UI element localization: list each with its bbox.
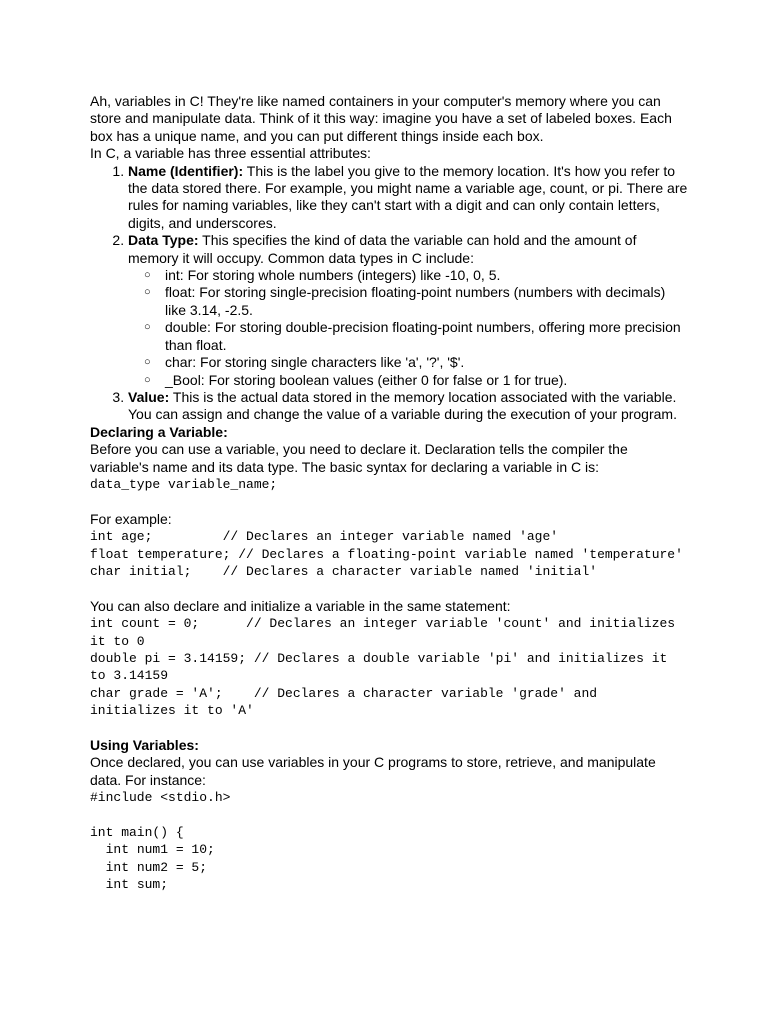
init-label: You can also declare and initialize a variable in the same statement: [90,597,511,614]
data-type-item-bool: ○ _Bool: For storing boolean values (either 0 for false or 1 for true). [165,372,690,389]
attribute-item-value [128,389,690,424]
attribute-term: Data Type: [128,232,199,249]
data-type-item-int: ○ int: For storing whole numbers (integers) like -10, 0, 5. [165,267,690,284]
spacer [90,807,690,824]
spacer [90,720,690,737]
main-code-block: int main() { int num1 = 10; int num2 = 5; int sum; [90,825,215,893]
data-type-item-double: ○ double: For storing double-precision floating-point numbers, offering more precision than float. [165,319,690,354]
data-type-item-char: ○ char: For storing single characters like 'a', '?', '$'. [165,354,690,371]
example-code-block: int age; // Declares an integer variable named 'age' float temperature; // Declares a floating-point variable named 'temperature' char initial; // Declares a character variable named 'initial' [90,529,683,579]
attribute-item-data-type [128,232,690,389]
attribute-term: Value: [128,388,170,405]
data-types-list [128,267,690,389]
using-heading: Using Variables: [90,736,199,753]
attribute-description: This is the label you give to the memory location. It's how you refer to the data stored there. For example, you might name a variable age, count, or pi. There are rules for naming variables, like they can't start with a digit and can only contain letters, digits, and underscores. [128,162,688,231]
attribute-description: This is the actual data stored in the memory location associated with the variable. You can assign and change the value of a variable during the execution of your program. [128,388,677,423]
attributes-list [90,163,690,424]
document-page [90,93,690,894]
declaring-heading: Declaring a Variable: [90,423,228,440]
spacer [90,493,690,510]
init-code-block: int count = 0; // Declares an integer variable 'count' and initializes it to 0 double pi = 3.14159; // Declares a double variable 'pi' and initializes it to 3.14159 char grade = 'A'; // Declares a character variable 'grade' and initializes it to 'A' [90,616,676,719]
attribute-item-name [128,163,690,233]
example-label: For example: [90,510,172,527]
syntax-code: data_type variable_name; [90,476,278,492]
attribute-term: Name (Identifier): [128,162,244,179]
spacer [90,580,690,597]
intro-paragraph: Ah, variables in C! They're like named containers in your computer's memory where you can store and manipulate data. Think of it this way: imagine you have a set of labeled boxes. Each box has a unique name, and you can put different things inside each box. [90,93,672,144]
attribute-description: This specifies the kind of data the variable can hold and the amount of memory it will occupy. Common data types in C include: [128,232,637,266]
intro-attributes-lead: In C, a variable has three essential attributes: [90,145,371,162]
data-type-item-float: ○ float: For storing single-precision floating-point numbers (numbers with decimals) like 3.14, -2.5. [165,284,690,319]
declaring-text: Before you can use a variable, you need to declare it. Declaration tells the compiler the variable's name and its data type. The basic syntax for declaring a variable in C is: [90,441,628,475]
include-code: #include <stdio.h> [90,790,231,806]
using-text: Once declared, you can use variables in your C programs to store, retrieve, and manipulate data. For instance: [90,754,656,788]
